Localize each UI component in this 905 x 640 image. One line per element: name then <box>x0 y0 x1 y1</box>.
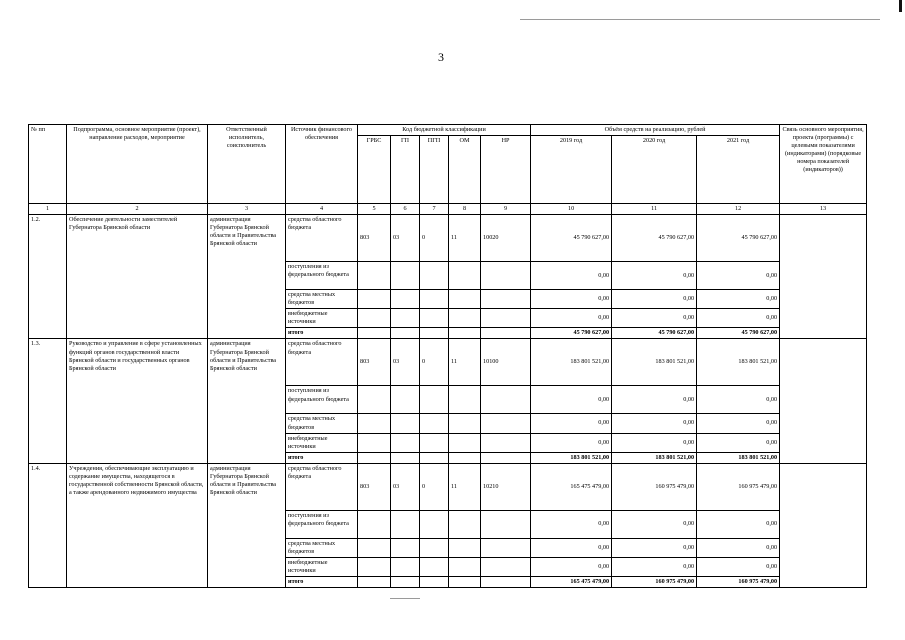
code-gp <box>391 452 420 463</box>
code-grbs <box>358 262 391 290</box>
item-executor: администрация Губернатора Брянской области и Правительства Брянской области <box>208 463 286 587</box>
item-name: Руководство и управление в сфере установленных функций органов государственной власти Брянской области и государственных органов Брянской области <box>67 339 208 463</box>
amount-2019: 0,00 <box>531 290 612 309</box>
amount-2021: 0,00 <box>697 309 780 328</box>
amount-2020: 0,00 <box>612 290 697 309</box>
code-pgp <box>420 510 449 538</box>
code-gp <box>391 386 420 414</box>
code-grbs <box>358 386 391 414</box>
code-om: 11 <box>449 463 481 510</box>
funding-source: итого <box>286 577 358 588</box>
code-grbs <box>358 557 391 576</box>
code-om <box>449 414 481 433</box>
code-pgp <box>420 262 449 290</box>
code-grbs <box>358 452 391 463</box>
amount-2020: 0,00 <box>612 309 697 328</box>
funding-source: поступления из федерального бюджета <box>286 386 358 414</box>
indicator-link <box>780 215 867 339</box>
header-nr: НР <box>481 136 531 204</box>
code-om <box>449 452 481 463</box>
code-nr <box>481 452 531 463</box>
code-om <box>449 328 481 339</box>
amount-2020: 0,00 <box>612 557 697 576</box>
code-gp <box>391 414 420 433</box>
column-number: 7 <box>420 204 449 215</box>
funding-source: внебюджетные источники <box>286 433 358 452</box>
amount-2021: 0,00 <box>697 414 780 433</box>
code-nr <box>481 433 531 452</box>
code-grbs <box>358 510 391 538</box>
amount-2021: 160 975 479,00 <box>697 463 780 510</box>
code-pgp <box>420 414 449 433</box>
amount-2020: 160 975 479,00 <box>612 577 697 588</box>
amount-2021: 160 975 479,00 <box>697 577 780 588</box>
code-om <box>449 262 481 290</box>
code-grbs <box>358 290 391 309</box>
code-nr <box>481 414 531 433</box>
amount-2019: 45 790 627,00 <box>531 328 612 339</box>
code-om <box>449 577 481 588</box>
code-nr: 10020 <box>481 215 531 262</box>
item-executor: администрация Губернатора Брянской области и Правительства Брянской области <box>208 339 286 463</box>
amount-2021: 45 790 627,00 <box>697 215 780 262</box>
code-pgp: 0 <box>420 463 449 510</box>
code-gp: 03 <box>391 463 420 510</box>
amount-2021: 0,00 <box>697 262 780 290</box>
code-nr <box>481 510 531 538</box>
column-number: 6 <box>391 204 420 215</box>
code-nr: 10210 <box>481 463 531 510</box>
code-om: 11 <box>449 339 481 386</box>
code-gp <box>391 538 420 557</box>
code-gp: 03 <box>391 339 420 386</box>
funding-source: итого <box>286 328 358 339</box>
header-name: Подпрограмма, основное мероприятие (проект), направление расходов, мероприятие <box>67 125 208 204</box>
code-gp <box>391 328 420 339</box>
header-indicator-link: Связь основного мероприятия, проекта (программы) с целевыми показателями (индикаторами) (порядковые номера показателей (индикаторов)) <box>780 125 867 204</box>
funding-source: средства областного бюджета <box>286 339 358 386</box>
code-grbs <box>358 414 391 433</box>
column-number: 1 <box>29 204 67 215</box>
item-name: Учреждения, обеспечивающие эксплуатацию и содержание имущества, находящегося в государственной собственности Брянской области, а также арендованного недвижимого имущества <box>67 463 208 587</box>
code-om: 11 <box>449 215 481 262</box>
indicator-link <box>780 339 867 463</box>
item-number: 1.2. <box>29 215 67 339</box>
amount-2020: 160 975 479,00 <box>612 463 697 510</box>
header-row-top <box>29 125 867 136</box>
code-nr <box>481 328 531 339</box>
amount-2019: 0,00 <box>531 557 612 576</box>
code-pgp <box>420 577 449 588</box>
amount-2020: 0,00 <box>612 510 697 538</box>
amount-2019: 0,00 <box>531 309 612 328</box>
code-om <box>449 386 481 414</box>
budget-table <box>28 124 867 588</box>
code-gp <box>391 309 420 328</box>
amount-2020: 183 801 521,00 <box>612 452 697 463</box>
code-nr <box>481 309 531 328</box>
amount-2020: 45 790 627,00 <box>612 328 697 339</box>
code-grbs: 803 <box>358 463 391 510</box>
amount-2021: 0,00 <box>697 433 780 452</box>
header-grbs: ГРБС <box>358 136 391 204</box>
code-gp <box>391 290 420 309</box>
code-grbs <box>358 309 391 328</box>
header-year-2019: 2019 год <box>531 136 612 204</box>
amount-2020: 183 801 521,00 <box>612 339 697 386</box>
funding-source: поступления из федерального бюджета <box>286 262 358 290</box>
code-grbs: 803 <box>358 215 391 262</box>
amount-2020: 0,00 <box>612 262 697 290</box>
column-number: 10 <box>531 204 612 215</box>
code-pgp: 0 <box>420 339 449 386</box>
funding-source: внебюджетные источники <box>286 309 358 328</box>
code-pgp <box>420 386 449 414</box>
column-number: 13 <box>780 204 867 215</box>
code-gp <box>391 510 420 538</box>
amount-2019: 0,00 <box>531 386 612 414</box>
code-nr <box>481 538 531 557</box>
amount-2019: 0,00 <box>531 262 612 290</box>
header-source: Источник финансового обеспечения <box>286 125 358 204</box>
column-number: 2 <box>67 204 208 215</box>
amount-2019: 0,00 <box>531 414 612 433</box>
amount-2020: 0,00 <box>612 414 697 433</box>
code-grbs <box>358 433 391 452</box>
table-row <box>29 339 867 386</box>
amount-2021: 0,00 <box>697 538 780 557</box>
code-om <box>449 433 481 452</box>
code-nr <box>481 262 531 290</box>
funding-source: средства областного бюджета <box>286 215 358 262</box>
code-pgp: 0 <box>420 215 449 262</box>
amount-2020: 0,00 <box>612 538 697 557</box>
funding-source: средства областного бюджета <box>286 463 358 510</box>
code-nr <box>481 557 531 576</box>
funding-source: итого <box>286 452 358 463</box>
scan-corner-mark <box>899 0 902 12</box>
code-nr <box>481 386 531 414</box>
scan-artifact-line <box>390 598 420 599</box>
amount-2019: 165 475 479,00 <box>531 463 612 510</box>
amount-2021: 183 801 521,00 <box>697 339 780 386</box>
header-executor: Ответственный исполнитель, соисполнитель <box>208 125 286 204</box>
amount-2021: 0,00 <box>697 290 780 309</box>
code-gp <box>391 557 420 576</box>
header-year-2020: 2020 год <box>612 136 697 204</box>
column-number-row <box>29 204 867 215</box>
code-pgp <box>420 309 449 328</box>
amount-2019: 183 801 521,00 <box>531 452 612 463</box>
page-number: 3 <box>438 50 444 64</box>
code-grbs <box>358 328 391 339</box>
code-om <box>449 510 481 538</box>
amount-2021: 0,00 <box>697 510 780 538</box>
funding-source: поступления из федерального бюджета <box>286 510 358 538</box>
funding-source: средства местных бюджетов <box>286 414 358 433</box>
amount-2019: 165 475 479,00 <box>531 577 612 588</box>
amount-2021: 0,00 <box>697 386 780 414</box>
funding-source: средства местных бюджетов <box>286 290 358 309</box>
column-number: 3 <box>208 204 286 215</box>
code-om <box>449 309 481 328</box>
code-om <box>449 557 481 576</box>
column-number: 12 <box>697 204 780 215</box>
table-row <box>29 215 867 262</box>
item-number: 1.4. <box>29 463 67 587</box>
header-budget-codes: Код бюджетной классификации <box>358 125 531 136</box>
amount-2019: 0,00 <box>531 433 612 452</box>
amount-2021: 0,00 <box>697 557 780 576</box>
funding-source: средства местных бюджетов <box>286 538 358 557</box>
code-pgp <box>420 433 449 452</box>
header-gp: ГП <box>391 136 420 204</box>
code-pgp <box>420 557 449 576</box>
header-funding-volume: Объём средств на реализацию, рублей <box>531 125 780 136</box>
code-grbs <box>358 538 391 557</box>
item-number: 1.3. <box>29 339 67 463</box>
amount-2020: 0,00 <box>612 433 697 452</box>
code-om <box>449 538 481 557</box>
column-number: 8 <box>449 204 481 215</box>
code-pgp <box>420 290 449 309</box>
amount-2021: 45 790 627,00 <box>697 328 780 339</box>
table-row <box>29 463 867 510</box>
amount-2021: 183 801 521,00 <box>697 452 780 463</box>
code-nr: 10100 <box>481 339 531 386</box>
indicator-link <box>780 463 867 587</box>
code-gp <box>391 262 420 290</box>
header-pgp: ПГП <box>420 136 449 204</box>
code-pgp <box>420 452 449 463</box>
code-pgp <box>420 328 449 339</box>
header-om: ОМ <box>449 136 481 204</box>
header-year-2021: 2021 год <box>697 136 780 204</box>
amount-2019: 183 801 521,00 <box>531 339 612 386</box>
amount-2020: 0,00 <box>612 386 697 414</box>
code-pgp <box>420 538 449 557</box>
item-name: Обеспечение деятельности заместителей Губернатора Брянской области <box>67 215 208 339</box>
code-nr <box>481 577 531 588</box>
code-grbs: 803 <box>358 339 391 386</box>
item-executor: администрация Губернатора Брянской области и Правительства Брянской области <box>208 215 286 339</box>
amount-2019: 45 790 627,00 <box>531 215 612 262</box>
column-number: 11 <box>612 204 697 215</box>
code-om <box>449 290 481 309</box>
code-gp: 03 <box>391 215 420 262</box>
funding-source: внебюджетные источники <box>286 557 358 576</box>
amount-2019: 0,00 <box>531 510 612 538</box>
code-nr <box>481 290 531 309</box>
amount-2019: 0,00 <box>531 538 612 557</box>
code-gp <box>391 577 420 588</box>
scan-artifact-line <box>520 19 880 20</box>
column-number: 9 <box>481 204 531 215</box>
code-gp <box>391 433 420 452</box>
column-number: 5 <box>358 204 391 215</box>
column-number: 4 <box>286 204 358 215</box>
header-number: № пп <box>29 125 67 204</box>
code-grbs <box>358 577 391 588</box>
amount-2020: 45 790 627,00 <box>612 215 697 262</box>
